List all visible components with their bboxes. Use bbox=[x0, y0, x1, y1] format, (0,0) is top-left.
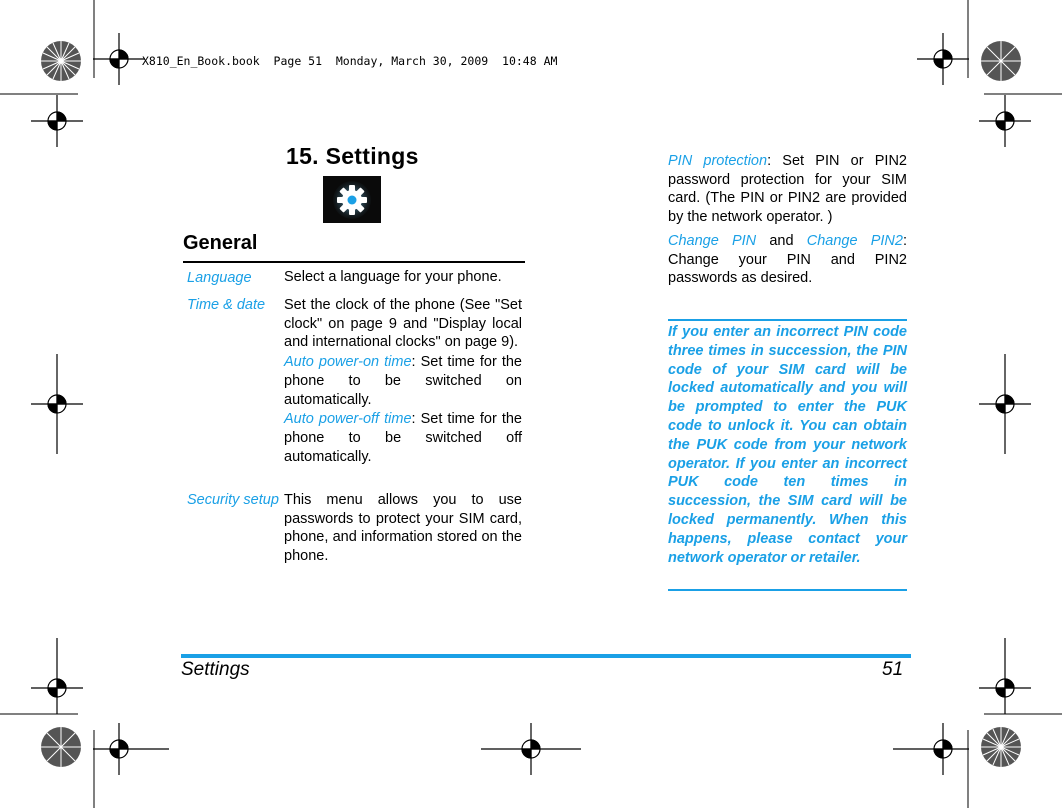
page-number: 51 bbox=[882, 659, 904, 680]
para-pin-protection bbox=[668, 152, 907, 227]
warning-note: If you enter an incorrect PIN code three times in succession, the PIN code of your SIM card will be locked automatically and you will be prompted to enter the PUK code to unlock it. You can obtain the PUK code from your network operator. If you enter an incorrect PUK code ten times in succession, the SIM card will be locked permanently. When this happens, please contact your network operator or retailer. bbox=[668, 324, 907, 566]
print-header: X810_En_Book.book Page 51 Monday, March 30, 2009 10:48 AM bbox=[142, 54, 558, 68]
page-title: 15. Settings bbox=[286, 143, 419, 169]
term-security-setup: Security setup bbox=[187, 492, 279, 508]
desc-text: Set the clock of the phone (See "Set clock" on page 9 and "Display local and international clocks" on page 9). bbox=[284, 297, 522, 351]
gear-icon bbox=[333, 181, 371, 219]
settings-icon-tile bbox=[323, 176, 381, 223]
desc-text: This menu allows you to use passwords to protect your SIM card, phone, and information stored on the phone. bbox=[284, 492, 522, 565]
para-text: : Change your PIN and PIN2 passwords as desired. bbox=[668, 232, 908, 287]
para-text: : Set PIN or PIN2 password protection for your SIM card. (The PIN or PIN2 are provided by the network operator. ) bbox=[668, 153, 907, 226]
section-heading-general: General bbox=[183, 232, 258, 254]
para-change-pin bbox=[668, 232, 907, 288]
note-rule-top bbox=[668, 319, 907, 321]
option-name: Change PIN2 bbox=[806, 232, 903, 249]
section-rule bbox=[183, 261, 525, 263]
footer-section-name: Settings bbox=[181, 659, 250, 680]
option-text: : Set time for the phone to be switched on automatically. bbox=[284, 354, 522, 408]
desc-language bbox=[284, 268, 522, 288]
footer-rule bbox=[181, 654, 911, 658]
para-text: and bbox=[756, 232, 807, 249]
desc-auto-power-off bbox=[284, 410, 522, 466]
desc-text: Select a language for your phone. bbox=[284, 269, 502, 285]
option-name: PIN protection bbox=[668, 153, 768, 169]
option-name: Auto power-off time bbox=[284, 411, 412, 428]
desc-time-date bbox=[284, 296, 522, 467]
desc-auto-power-on bbox=[284, 353, 522, 409]
term-language: Language bbox=[187, 270, 252, 286]
desc-security-setup bbox=[284, 491, 522, 567]
option-name: Change PIN bbox=[668, 232, 757, 249]
option-name: Auto power-on time bbox=[284, 354, 412, 371]
right-column bbox=[668, 152, 907, 293]
term-time-date: Time & date bbox=[187, 297, 266, 313]
note-rule-bottom bbox=[668, 589, 907, 591]
option-text: : Set time for the phone to be switched off automatically. bbox=[284, 411, 522, 465]
